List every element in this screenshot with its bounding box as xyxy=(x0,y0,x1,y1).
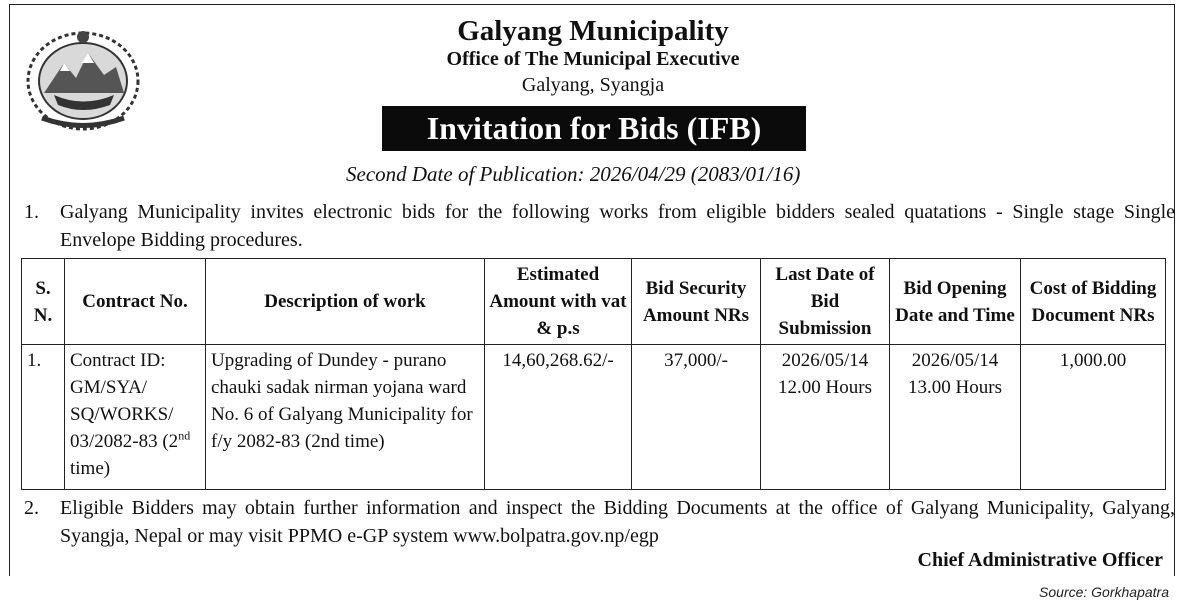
cell-estimated-amount: 14,60,268.62/- xyxy=(485,345,632,490)
ifb-title-banner: Invitation for Bids (IFB) xyxy=(382,106,806,151)
paragraph-text: Galyang Municipality invites electronic bids for the following works from eligible bidders sealed quatations - Single stage Single Envelope Bidding procedures. xyxy=(60,201,1175,251)
signatory-title: Chief Administrative Officer xyxy=(917,549,1163,571)
paragraph-number: 1. xyxy=(24,201,39,223)
publication-date: Second Date of Publication: 2026/04/29 (2083/01/16) xyxy=(346,162,801,186)
paragraph-text: Eligible Bidders may obtain further information and inspect the Bidding Documents at the office of Galyang Municipality, Galyang, Syangja, Nepal or may visit PPMO e-GP system www.bolpatra.gov.np/egp xyxy=(60,497,1175,547)
office-name: Office of The Municipal Executive xyxy=(446,48,740,70)
paragraph-2 xyxy=(24,494,1176,550)
cell-opening-date xyxy=(890,345,1021,490)
column-header-contract-no: Contract No. xyxy=(65,259,206,345)
opening-time: 13.00 Hours xyxy=(908,377,1002,398)
notice-header xyxy=(10,15,1176,99)
bids-table xyxy=(21,258,1166,490)
organization-name: Galyang Municipality xyxy=(457,15,729,47)
office-location: Galyang, Syangja xyxy=(521,74,665,96)
cell-contract-no xyxy=(65,345,206,490)
cell-document-cost: 1,000.00 xyxy=(1021,345,1166,490)
contract-id-end: time) xyxy=(70,458,111,479)
column-header-last-date: Last Date of Bid Submission xyxy=(761,259,890,345)
column-header-description: Description of work xyxy=(206,259,485,345)
cell-bid-security: 37,000/- xyxy=(632,345,761,490)
cell-description: Upgrading of Dundey - purano chauki sadak nirman yojana ward No. 6 of Galyang Municipality for f/y 2082-83 (2nd time) xyxy=(206,345,485,490)
column-header-bid-security: Bid Security Amount NRs xyxy=(632,259,761,345)
contract-ordinal-suffix: nd xyxy=(178,428,191,443)
column-header-opening-date: Bid Opening Date and Time xyxy=(890,259,1021,345)
cell-last-date xyxy=(761,345,890,490)
submission-time: 12.00 Hours xyxy=(778,377,872,398)
ifb-notice xyxy=(9,4,1175,576)
opening-date: 2026/05/14 xyxy=(911,350,999,371)
contract-id-text: Contract ID: GM/SYA/ SQ/WORKS/ 03/2082-83 (2 xyxy=(70,350,179,452)
source-credit: Source: Gorkhapatra xyxy=(1039,584,1169,600)
cell-sn: 1. xyxy=(22,345,65,490)
paragraph-1 xyxy=(24,198,1176,254)
column-header-estimated-amount: Estimated Amount with vat & p.s xyxy=(485,259,632,345)
table-row xyxy=(22,345,1166,490)
column-header-document-cost: Cost of Bidding Document NRs xyxy=(1021,259,1166,345)
paragraph-number: 2. xyxy=(24,497,39,519)
table-header-row xyxy=(22,259,1166,345)
submission-date: 2026/05/14 xyxy=(781,350,869,371)
column-header-sn: S. N. xyxy=(22,259,65,345)
